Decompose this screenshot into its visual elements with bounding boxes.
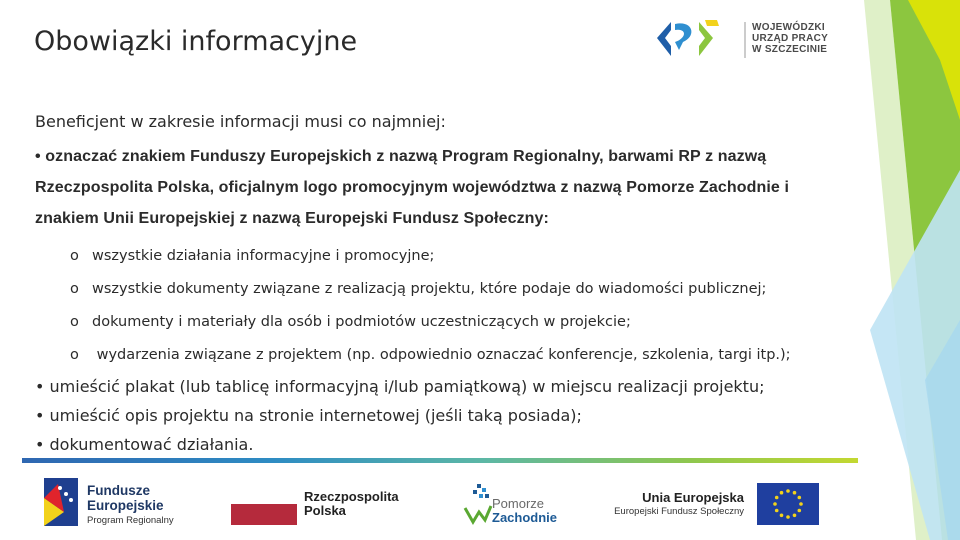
main-bullet-poster: • umieścić plakat (lub tablicę informacyjną i/lub pamiątkową) w miejscu realizacji projektu; — [35, 377, 765, 396]
ue-line-2: Europejski Fundusz Społeczny — [614, 506, 744, 517]
sub-bullet-text: wszystkie działania informacyjne i promocyjne; — [92, 248, 435, 264]
sub-bullet-text: dokumenty i materiały dla osób i podmiotów uczestniczących w projekcie; — [92, 314, 631, 330]
sub-bullet-marker: o — [70, 347, 79, 363]
branding-bullet: • oznaczać znakiem Funduszy Europejskich z nazwą Program Regionalny, barwami RP z nazwą Rzeczpospolita Polska, oficjalnym logo promocyjnym województwa z nazwą Pomorze Zachodnie i znakiem Unii Europejskiej z nazwą Europejski Fundusz Społeczny: — [35, 148, 790, 227]
fe-line-3: Program Regionalny — [87, 515, 174, 526]
wup-line-2: URZĄD PRACY — [752, 33, 829, 44]
fe-line-1: Fundusze — [87, 483, 150, 498]
sub-bullet-marker: o — [70, 281, 79, 297]
unia-europejska-text — [612, 491, 744, 519]
sub-bullet-text: wszystkie dokumenty związane z realizacją projektu, które podaje do wiadomości publicznej; — [92, 281, 767, 297]
rp-line-1: Rzeczpospolita — [304, 489, 399, 504]
wup-line-1: WOJEWÓDZKI — [752, 22, 825, 33]
ue-line-1: Unia Europejska — [642, 490, 744, 505]
footer-divider-bar — [22, 458, 858, 463]
pz-line-1: Pomorze — [492, 496, 545, 511]
pomorze-zachodnie-text — [492, 497, 557, 525]
main-bullet-document: • dokumentować działania. — [35, 435, 254, 454]
wup-line-3: W SZCZECINIE — [752, 44, 828, 55]
sub-bullet-item — [70, 240, 835, 273]
sub-bullet-text: wydarzenia związane z projektem (np. odpowiednio oznaczać konferencje, szkolenia, targi itp.); — [92, 347, 791, 363]
sub-bullet-item — [70, 306, 835, 339]
rzeczpospolita-text — [304, 490, 399, 518]
fundusze-europejskie-icon — [44, 478, 78, 526]
eu-flag-icon — [757, 483, 819, 525]
sub-bullet-item — [70, 339, 835, 372]
wup-logo-text — [752, 22, 828, 55]
main-bullet-website: • umieścić opis projektu na stronie internetowej (jeśli taką posiada); — [35, 406, 582, 425]
slide-title: Obowiązki informacyjne — [34, 26, 358, 57]
sub-bullet-item — [70, 273, 835, 306]
pomorze-zachodnie-icon — [463, 482, 493, 526]
rp-line-2: Polska — [304, 503, 346, 518]
sub-bullet-marker: o — [70, 314, 79, 330]
polish-flag-icon — [231, 483, 297, 525]
intro-text: Beneficjent w zakresie informacji musi co najmniej: — [35, 112, 446, 131]
fundusze-europejskie-text — [87, 483, 174, 528]
slide-content — [35, 112, 835, 459]
sub-bullet-list — [35, 240, 835, 372]
sub-bullet-marker: o — [70, 248, 79, 264]
pz-line-2: Zachodnie — [492, 510, 558, 525]
fe-line-2: Europejskie — [87, 498, 164, 513]
